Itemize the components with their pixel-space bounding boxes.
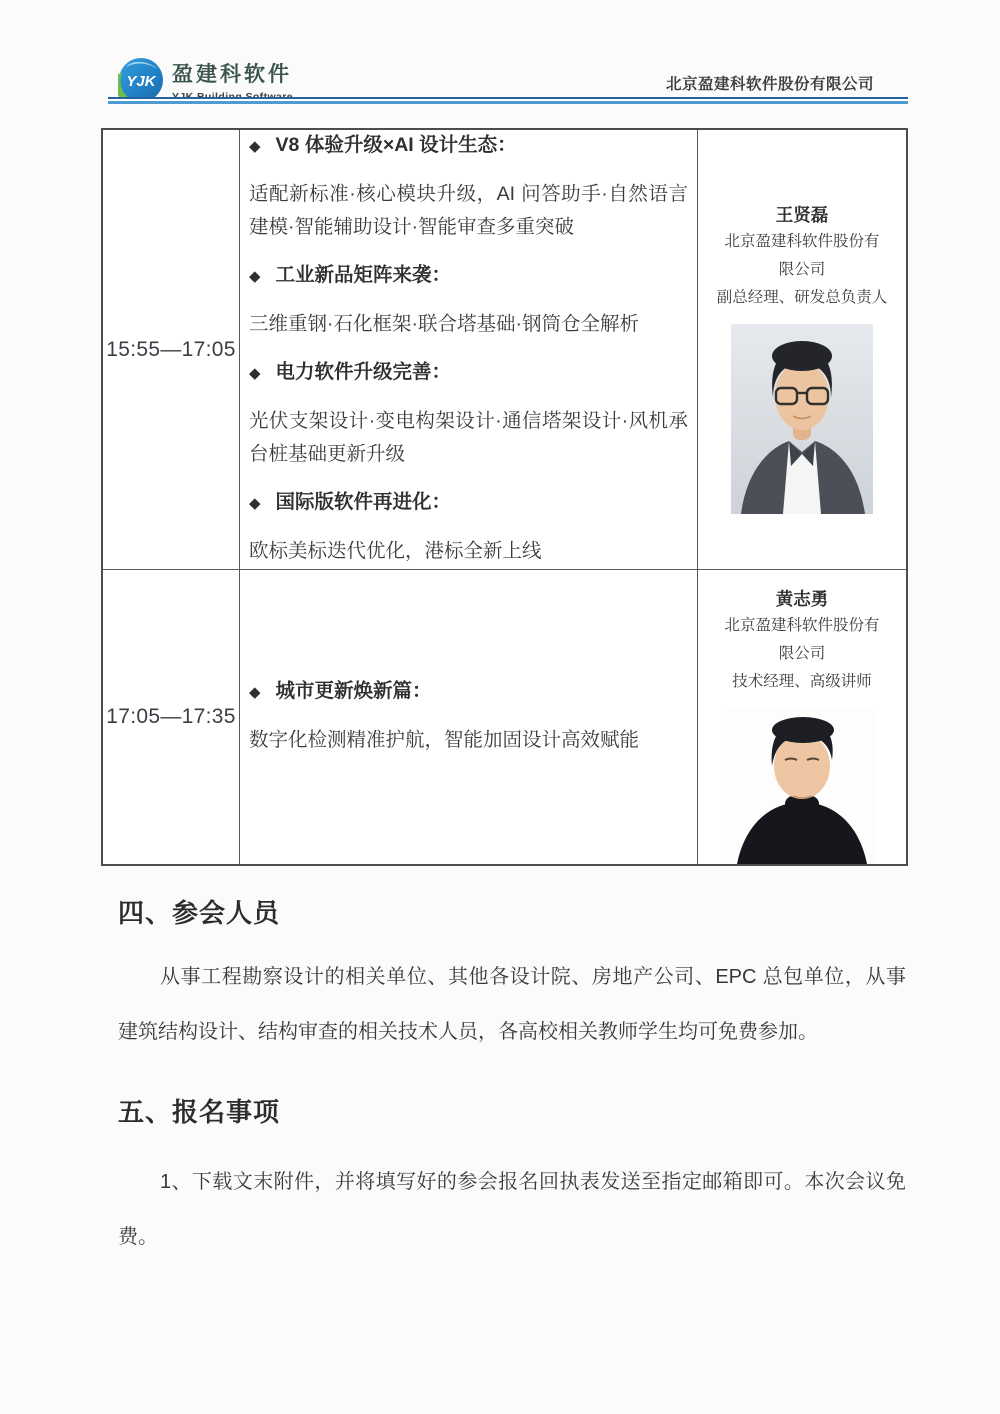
section-body-registration: 1、下载文末附件，并将填写好的参会报名回执表发送至指定邮箱即可。本次会议免费。 <box>118 1171 906 1248</box>
logo-cn-wordmark: 盈建科软件 <box>172 63 292 86</box>
agenda-content-cell <box>240 130 698 570</box>
header-divider <box>108 97 908 105</box>
yjk-logo <box>118 53 293 103</box>
agenda-item-heading <box>249 359 688 387</box>
diamond-bullet-icon: ◆ <box>249 267 261 285</box>
speaker-company: 北京盈建科软件股份有限公司 <box>724 233 880 278</box>
speaker-company: 北京盈建科软件股份有限公司 <box>724 617 880 662</box>
agenda-time-cell <box>103 570 240 864</box>
header-company-name: 北京盈建科软件股份有限公司 <box>665 76 874 93</box>
agenda-table <box>101 128 908 866</box>
speaker-photo-man-glasses-gray-suit <box>731 324 873 514</box>
speaker-photo-man-black-turtleneck <box>727 708 877 864</box>
time-range: 17:05—17:35 <box>106 705 236 728</box>
diamond-bullet-icon: ◆ <box>249 683 261 701</box>
agenda-item-body: 数字化检测精准护航，智能加固设计高效赋能 <box>249 728 640 751</box>
agenda-item-body: 适配新标准·核心模块升级，AI 问答助手·自然语言建模·智能辅助设计·智能审查多重突破 <box>249 182 688 238</box>
svg-text:YJK: YJK <box>126 73 156 90</box>
agenda-heading-text: 电力软件升级完善： <box>275 360 452 383</box>
speaker-name: 王贤磊 <box>775 205 829 225</box>
section-body-attendees: 从事工程勘察设计的相关单位、其他各设计院、房地产公司、EPC 总包单位，从事建筑结构设计、结构审查的相关技术人员，各高校相关教师学生均可免费参加。 <box>118 966 906 1043</box>
section-heading-registration: 五、报名事项 <box>118 1097 281 1127</box>
agenda-time-cell <box>103 130 240 570</box>
agenda-heading-text: 国际版软件再进化： <box>275 490 452 513</box>
agenda-item-heading <box>249 262 688 290</box>
agenda-content-cell <box>240 570 698 864</box>
time-range: 15:55—17:05 <box>106 337 236 361</box>
agenda-heading-text: V8 体验升级×AI 设计生态： <box>275 133 517 156</box>
agenda-heading-text: 城市更新焕新篇： <box>275 679 432 702</box>
agenda-speaker-cell <box>698 130 906 570</box>
diamond-bullet-icon: ◆ <box>249 137 261 155</box>
agenda-item-body: 光伏支架设计·变电构架设计·通信塔架设计·风机承台桩基础更新升级 <box>249 409 688 465</box>
speaker-title: 副总经理、研发总负责人 <box>716 289 888 306</box>
speaker-title: 技术经理、高级讲师 <box>732 673 872 690</box>
agenda-heading-text: 工业新品矩阵来袭： <box>275 263 452 286</box>
agenda-item-heading <box>249 678 688 706</box>
agenda-speaker-cell <box>698 570 906 864</box>
speaker-name: 黄志勇 <box>775 589 829 609</box>
diamond-bullet-icon: ◆ <box>249 494 261 512</box>
agenda-item-heading <box>249 489 688 517</box>
diamond-bullet-icon: ◆ <box>249 364 261 382</box>
agenda-item-heading <box>249 132 688 160</box>
agenda-item-body: 欧标美标迭代优化，港标全新上线 <box>249 539 542 562</box>
agenda-item-body: 三维重钢·石化框架·联合塔基础·钢筒仓全解析 <box>249 312 639 335</box>
section-heading-attendees: 四、参会人员 <box>118 898 281 928</box>
